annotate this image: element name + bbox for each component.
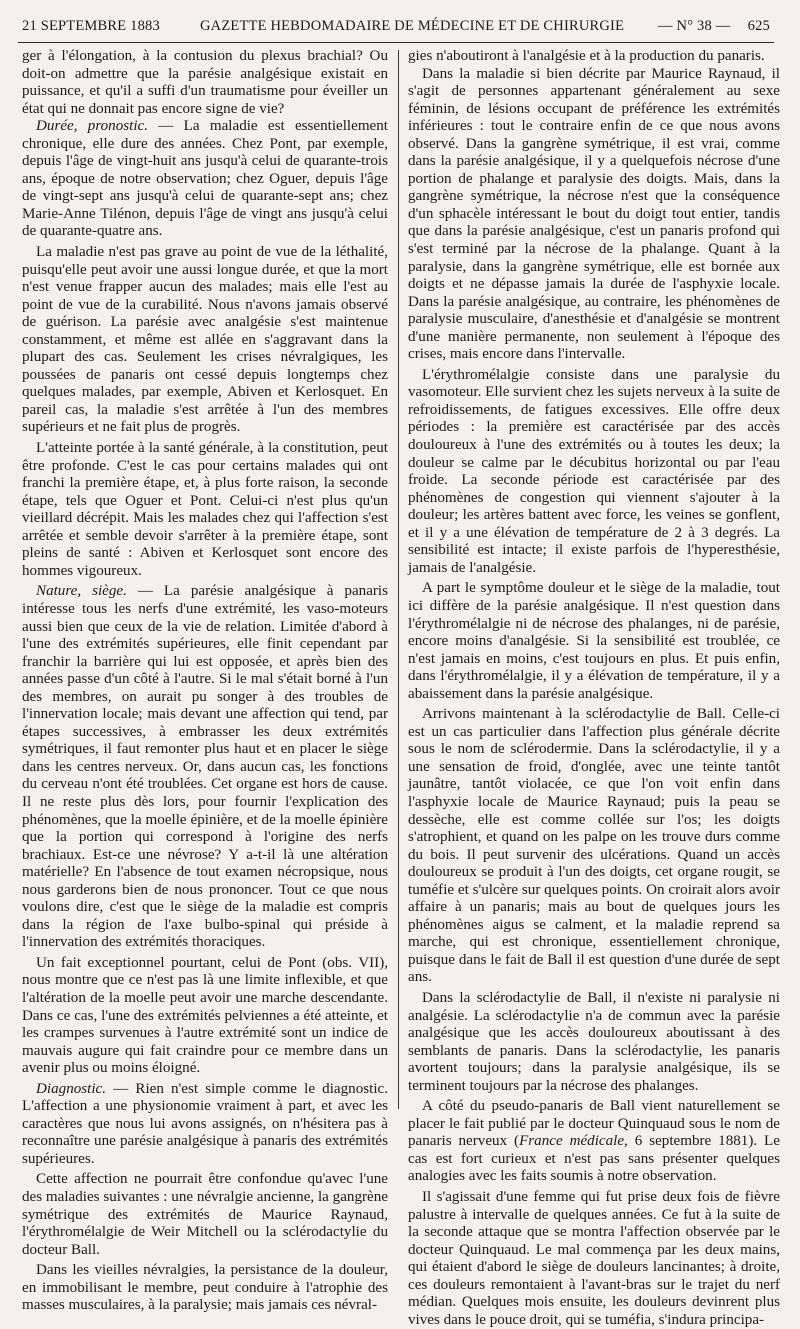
- section-heading: Nature, siège.: [36, 583, 127, 600]
- paragraph: Dans la maladie si bien décrite par Maurice Raynaud, il s'agit de personnes appartenant généralement au sexe féminin, de lésions occupant de préférence les extrémités inférieures : tout le contraire enfin de ce que nous avons observé. Dans la gangrène symétrique, il est vrai, comme dans la parésie analgésique, il y a quelquefois nécrose d'une portion de phalange et paralysie des doigts. Mais, dans la gangrène symétrique, la nécrose n'est que la conséquence d'un sphacèle intéressant le bout du doigt tout entier, tandis que dans la parésie analgésique, c'est un panaris profond qui s'est terminé par la nécrose de la phalange. Quant à la paralysie, dans la gangrène symétrique, elle est bornée aux doigts et ne dépasse jamais la durée de l'asphyxie locale. Dans la parésie analgésique, au contraire, les phénomènes de paralysie musculaire, d'anesthésie et d'analgésie se montrent d'une manière permanente, non seulement à l'époque des crises, mais encore dans l'intervalle.: [408, 65, 780, 363]
- paragraph: Il s'agissait d'une femme qui fut prise deux fois de fièvre palustre à intervalle de quelques années. Ce fut à la suite de la seconde attaque que se montra l'affection observée par le docteur Quinquaud. Le mal commença par les deux mains, qui étaient d'abord le siège de douleurs lancinantes; à droite, ces douleurs remontaient à l'avant-bras sur le trajet du nerf médian. Quelques mois ensuite, les douleurs devinrent plus vives dans le pouce droit, qui se tuméfia, s'indura principa-: [408, 1189, 780, 1328]
- paragraph-duree-pronostic: [22, 118, 388, 241]
- section-heading: Diagnostic.: [36, 1080, 107, 1097]
- paragraph: L'atteinte portée à la santé générale, à la constitution, peut être profonde. C'est le cas pour certains malades qui ont franchi la première étape, et, à plus forte raison, la seconde étape, tels que Oguer et Pont. Celui-ci n'est plus qu'un vieillard décrépit. Mais les malades chez qui l'affection s'est arrêtée et semble devoir s'arrêter à la première étape, sont pleins de santé : Abiven et Kerlosquet sont encore des hommes vigoureux.: [22, 440, 388, 579]
- column-divider: [398, 50, 399, 1109]
- header-rule: [18, 42, 774, 43]
- paragraph-text: — Rien n'est simple comme le diagnostic. L'affection a une physionomie vraiment à part, et avec les caractères que nous lui avons assignés, on n'hésitera pas à reconnaître une parésie analgésique à panaris des extrémités supérieures.: [22, 1080, 388, 1167]
- header-page-number: 625: [747, 18, 770, 34]
- section-heading: Durée, pronostic.: [36, 118, 149, 135]
- paragraph: ger à l'élongation, à la contusion du plexus brachial? Ou doit-on admettre que la parésie analgésique existait en puissance, et qu'il a suffi d'un traumatisme pour éveiller un état qui ne donnait pas encore signe de vie?: [22, 48, 388, 117]
- paragraph-quinquaud: [408, 1098, 780, 1186]
- paragraph: gies n'aboutiront à l'analgésie et à la production du panaris.: [408, 48, 765, 64]
- paragraph: Dans les vieilles névralgies, la persistance de la douleur, en immobilisant le membre, peut conduire à l'atrophie des masses musculaires, à la paralysie; mais jamais ces névral-: [22, 1262, 388, 1314]
- paragraph: L'érythromélalgie consiste dans une paralysie du vasomoteur. Elle survient chez les sujets nerveux à la suite de refroidissements, de fatigues excessives. Elle offre deux périodes : la première est caractérisée par des accès douloureux à l'une des extrémités ou à toutes les deux; la douleur se calme par le décubitus horizontal ou par l'eau froide. La seconde période est caractérisée par des phénomènes de congestion qui viennent s'ajouter à la douleur; les artères battent avec force, les veines se gonflent, et il y a une élévation de température de 2 à 3 degrés. La sensibilité est intacte; il existe parfois de l'hyperesthésie, jamais de l'analgésie.: [408, 366, 780, 576]
- header-title: GAZETTE HEBDOMADAIRE DE MÉDECINE ET DE CHIRURGIE: [200, 18, 625, 34]
- paragraph-nature-siege: [22, 583, 388, 951]
- paragraph: Un fait exceptionnel pourtant, celui de Pont (obs. VII), nous montre que ce n'est pas là une limite inflexible, et que l'altération de la moelle peut avoir une marche descendante. Dans ce cas, l'une des extrémités pelviennes a été atteinte, et les crampes survenues à l'autre extrémité sont un indice de mauvais augure qui fait craindre pour ce membre dans un avenir plus ou moins éloigné.: [22, 954, 388, 1077]
- paragraph-text: — La parésie analgésique à panaris intéresse tous les nerfs d'une extrémité, les vaso-moteurs aussi bien que ceux de la vie de relation. Limitée d'abord à l'une des extrémités supérieures, elle finit cependant par franchir la barrière qui lui est opposée, et après bien des années passe d'un côté à l'autre. Si le mal s'était borné à l'un des membres, on aurait pu songer à des troubles de l'innervation locale; mais devant une affection qui tend, par étapes successives, à embrasser les deux extrémités symétriques, il faut remonter plus haut et en placer le siège dans les centres nerveux. Or, dans aucun cas, les fonctions du cerveau n'ont été troublées. Cet organe est hors de cause. Il ne reste plus dès lors, pour fournir l'explication des phénomènes, que la moelle épinière, et de la moelle épinière que la portion qui correspond à l'origine des nerfs brachiaux. Est-ce une névrose? Y a-t-il là une altération matérielle? En l'absence de tout examen nécropsique, nous nous garderons bien de nous prononcer. Tout ce que nous voulons dire, c'est que le siège de la maladie est compris dans la région de l'axe bulbo-spinal qui préside à l'innervation des extrémités thoraciques.: [22, 583, 388, 951]
- paragraph: Dans la sclérodactylie de Ball, il n'existe ni paralysie ni analgésie. La sclérodactylie n'a de commun avec la parésie analgésique que les accès douloureux aboutissant à des semblants de panaris. Dans la sclérodactylie, les panaris avortent toujours; dans la paralysie analgésique, ils se terminent toujours par la nécrose des phalanges.: [408, 989, 780, 1094]
- right-column: [408, 48, 780, 1328]
- paragraph: Arrivons maintenant à la sclérodactylie de Ball. Celle-ci est un cas particulier dans l'affection plus générale décrite sous le nom de sclérodermie. Dans la sclérodactylie, il y a une sensation de froid, d'onglée, avec une teinte tantôt jaunâtre, tantôt violacée, ce que l'on voit enfin dans l'asphyxie locale de Maurice Raynaud; puis la peau se dessèche, elle est comme collée sur l'os; les doigts s'atrophient, et quand on les palpe on les trouve durs comme du bois. Il peut survenir des ulcérations. Quand un accès douloureux se produit à l'un des doigts, cet organe rougit, se tuméfie et s'ulcère sur quelques points. On croirait alors avoir affaire à un panaris; mais au bout de quelques jours les phénomènes aigus se calment, et la maladie reprend sa marche, qui est chronique, essentiellement chronique, puisque dans le fait de Ball il est question d'une durée de sept ans.: [408, 706, 780, 986]
- left-column: [22, 48, 388, 1314]
- paragraph: A part le symptôme douleur et le siège de la maladie, tout ici diffère de la parésie analgésique. Il n'est question dans l'érythromélalgie ni de nécrose des phalanges, ni de parésie, encore moins d'analgésie. Si la sensibilité est troublée, ce n'est jamais en moins, c'est toujours en plus. Et puis enfin, dans l'érythromélalgie, il y a élévation de température, il y a abaissement dans la parésie analgésique.: [408, 580, 780, 702]
- running-header: [22, 18, 770, 40]
- paragraph-text: A côté du pseudo-panaris de Ball vient naturellement se placer le fait publié par le docteur Quinquaud sous le nom de panaris nerveux (: [408, 1098, 780, 1150]
- paragraph: La maladie n'est pas grave au point de vue de la léthalité, puisqu'elle peut avoir une aussi longue durée, et que la mort n'est venue frapper aucun des malades; mais elle l'est au point de vue de la curabilité. Nous n'avons jamais observé de guérison. La parésie avec analgésie s'est maintenue constamment, et même est allée en s'aggravant dans la plupart des cas. Seulement les crises névralgiques, les poussées de panaris ont cessé depuis longtemps chez quelques malades, par exemple, Abiven et Kerlosquet. En pareil cas, la maladie s'est arrêtée à l'un des membres supérieurs et ne fait plus de progrès.: [22, 244, 388, 436]
- citation-journal: France médicale: [519, 1133, 625, 1150]
- header-date: 21 SEPTEMBRE 1883: [22, 18, 160, 34]
- header-issue-number: — N° 38 —: [658, 18, 731, 34]
- paragraph: Cette affection ne pourrait être confondue qu'avec l'une des maladies suivantes : une névralgie ancienne, la gangrène symétrique des extrémités de Maurice Raynaud, l'érythromélalgie de Weir Mitchell ou la sclérodactylie du docteur Ball.: [22, 1171, 388, 1258]
- paragraph-text: — La maladie est essentiellement chronique, elle dure des années. Chez Pont, par exemple, depuis l'âge de vingt-huit ans jusqu'à celui de quarante-trois ans, époque de notre observation; chez Oguer, depuis l'âge de vingt-sept ans jusqu'à celui de quarante-sept ans; chez Marie-Anne Tilénon, depuis l'âge de vingt ans jusqu'à celui de quarante-quatre ans.: [22, 118, 388, 240]
- paragraph-diagnostic: [22, 1081, 388, 1169]
- paragraph-text: , 6 septembre 1881). Le cas est fort curieux et n'est pas sans présenter quelques analogies avec les faits soumis à notre observation.: [408, 1133, 780, 1185]
